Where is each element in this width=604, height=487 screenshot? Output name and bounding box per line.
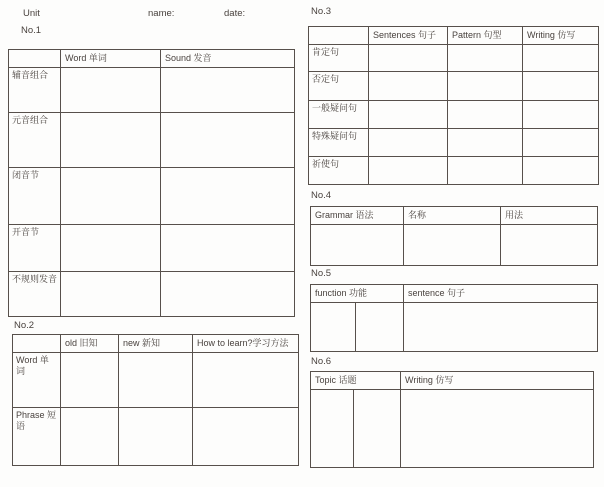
empty-cell	[448, 129, 523, 157]
column-header: Word 单词	[61, 50, 161, 68]
column-header: Pattern 句型	[448, 27, 523, 45]
row-label: 祈使句	[309, 157, 369, 185]
section-no6-label: No.6	[311, 356, 332, 367]
empty-cell	[448, 45, 523, 72]
empty-cell	[523, 101, 599, 129]
table-no6	[310, 371, 594, 468]
section-no5-label: No.5	[311, 268, 332, 279]
empty-cell	[369, 157, 448, 185]
section-no3-label: No.3	[311, 6, 332, 17]
empty-cell	[369, 129, 448, 157]
empty-cell	[369, 101, 448, 129]
column-header: sentence 句子	[404, 285, 598, 303]
unit-label: Unit	[23, 8, 40, 19]
table-no4	[310, 206, 598, 266]
column-header: old 旧知	[61, 335, 119, 353]
empty-cell	[193, 408, 299, 466]
empty-cell	[61, 113, 161, 168]
empty-cell	[369, 45, 448, 72]
column-header: function 功能	[311, 285, 404, 303]
empty-cell	[61, 353, 119, 408]
row-label: 肯定句	[309, 45, 369, 72]
empty-cell	[523, 157, 599, 185]
empty-cell	[369, 72, 448, 101]
row-label: 闭音节	[9, 168, 61, 225]
empty-cell	[161, 225, 295, 272]
table-no5	[310, 284, 598, 352]
corner-cell	[13, 335, 61, 353]
date-label: date:	[224, 8, 246, 19]
empty-cell	[193, 353, 299, 408]
section-no4-label: No.4	[311, 190, 332, 201]
column-header: Writing 仿写	[401, 372, 594, 390]
empty-cell	[448, 101, 523, 129]
empty-cell	[404, 225, 501, 266]
empty-cell	[356, 303, 404, 352]
row-label: 开音节	[9, 225, 61, 272]
empty-cell	[311, 225, 404, 266]
table-no3	[308, 26, 599, 185]
empty-cell	[448, 72, 523, 101]
empty-cell	[61, 272, 161, 317]
section-no1-label: No.1	[21, 25, 42, 36]
empty-cell	[448, 157, 523, 185]
empty-cell	[311, 303, 356, 352]
row-label: 不规则发音	[9, 272, 61, 317]
empty-cell	[61, 408, 119, 466]
row-label: 一般疑问句	[309, 101, 369, 129]
column-header: Sentences 句子	[369, 27, 448, 45]
empty-cell	[161, 113, 295, 168]
empty-cell	[61, 168, 161, 225]
row-label: Phrase 短语	[13, 408, 61, 466]
column-header: Sound 发音	[161, 50, 295, 68]
name-label: name:	[148, 8, 175, 19]
empty-cell	[61, 68, 161, 113]
column-header: new 新知	[119, 335, 193, 353]
empty-cell	[523, 129, 599, 157]
corner-cell	[9, 50, 61, 68]
empty-cell	[311, 390, 354, 468]
column-header: Grammar 语法	[311, 207, 404, 225]
empty-cell	[161, 168, 295, 225]
corner-cell	[309, 27, 369, 45]
column-header: Topic 话题	[311, 372, 401, 390]
row-label: 辅音组合	[9, 68, 61, 113]
empty-cell	[401, 390, 594, 468]
empty-cell	[161, 272, 295, 317]
empty-cell	[61, 225, 161, 272]
column-header: 用法	[501, 207, 598, 225]
table-no2	[12, 334, 299, 466]
column-header: Writing 仿写	[523, 27, 599, 45]
empty-cell	[523, 72, 599, 101]
section-no2-label: No.2	[14, 320, 35, 331]
table-no1	[8, 49, 295, 317]
column-header: 名称	[404, 207, 501, 225]
empty-cell	[354, 390, 401, 468]
empty-cell	[404, 303, 598, 352]
empty-cell	[523, 45, 599, 72]
row-label: 元音组合	[9, 113, 61, 168]
row-label: Word 单词	[13, 353, 61, 408]
empty-cell	[119, 353, 193, 408]
column-header: How to learn?学习方法	[193, 335, 299, 353]
row-label: 特殊疑问句	[309, 129, 369, 157]
empty-cell	[161, 68, 295, 113]
empty-cell	[119, 408, 193, 466]
row-label: 否定句	[309, 72, 369, 101]
empty-cell	[501, 225, 598, 266]
